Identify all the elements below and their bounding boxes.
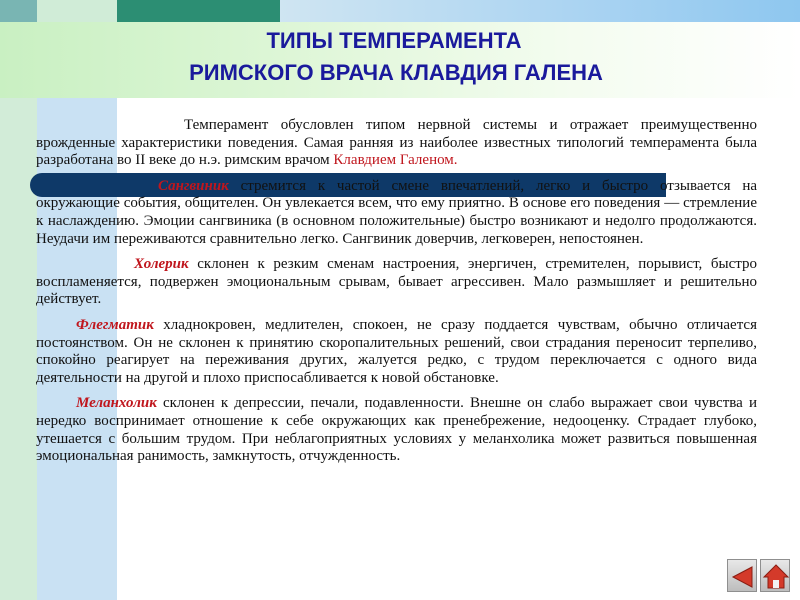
top-stripe-block [117,0,280,22]
page-title-line-1: ТИПЫ ТЕМПЕРАМЕНТА [266,28,522,53]
melancholic-text: склонен к депрессии, печали, подавленности. Внешне он слабо выражает свои чувства и нередко воспринимает отношение к себе окружающих как пренебрежение, недооценку. Страдает глубоко, утешается с большим трудом. При неблагоприятных условиях у меланхолика может развиться повышенная эмоциональная ранимость, замкнутость, отчужденность. [36,395,757,465]
melancholic-paragraph [36,395,757,465]
phlegmatic-paragraph [36,317,757,387]
phlegmatic-term: Флегматик [76,316,154,333]
sanguine-term: Сангвиник [158,177,229,194]
back-button[interactable] [727,559,757,592]
back-arrow-icon [728,560,758,593]
melancholic-term: Меланхолик [76,395,157,412]
page-title-line-2: РИМСКОГО ВРАЧА КЛАВДИЯ ГАЛЕНА [189,60,603,85]
choleric-term: Холерик [134,256,189,273]
sanguine-text: стремится к частой смене впечатлений, легко и быстро отзывается на окружающие события, общителен. Он увлекается всем, что ему приятно. В основе его поведения — стремление к наслаждению. Эмоции сангвиника (в основном положительные) быстро возникают и недолго продолжаются. Неудачи им переживаются сравнительно легко. Сангвиник доверчив, легковерен, непостоянен. [36,177,757,247]
choleric-paragraph [36,256,757,309]
slide-body [36,117,757,474]
home-icon [761,560,791,593]
phlegmatic-text: хладнокровен, медлителен, спокоен, не сразу поддается чувствам, обычно отличается постоянством. Он не склонен к принятию скоропалительных решений, свои страдания переносит терпеливо, спокойно реагирует на переживания других, жалуется редко, с трудом переключается с одного вида деятельности на другой и плохо приспосабливается к новой обстановке. [36,316,757,386]
home-button[interactable] [760,559,790,592]
top-stripe-block [37,0,117,22]
left-decor-column [0,98,37,600]
intro-text: Темперамент обусловлен типом нервной системы и отражает преимущественно врожденные характеристики поведения. Самая ранняя из наиболее известных типологий темперамента была разработана во II веке до н.э. римским врачом [36,117,757,169]
top-stripe-block [0,0,37,22]
title-banner [0,22,800,98]
intro-paragraph [36,117,757,170]
top-stripe-gradient [280,0,800,22]
sanguine-paragraph [36,178,757,248]
galen-name: Клавдием Галеном. [333,152,458,169]
choleric-text: склонен к резким сменам настроения, энергичен, стремителен, порывист, быстро воспламеняется, подвержен эмоциональным срывам, бывает агрессивен. Мало размышляет и решительно действует. [36,256,757,308]
